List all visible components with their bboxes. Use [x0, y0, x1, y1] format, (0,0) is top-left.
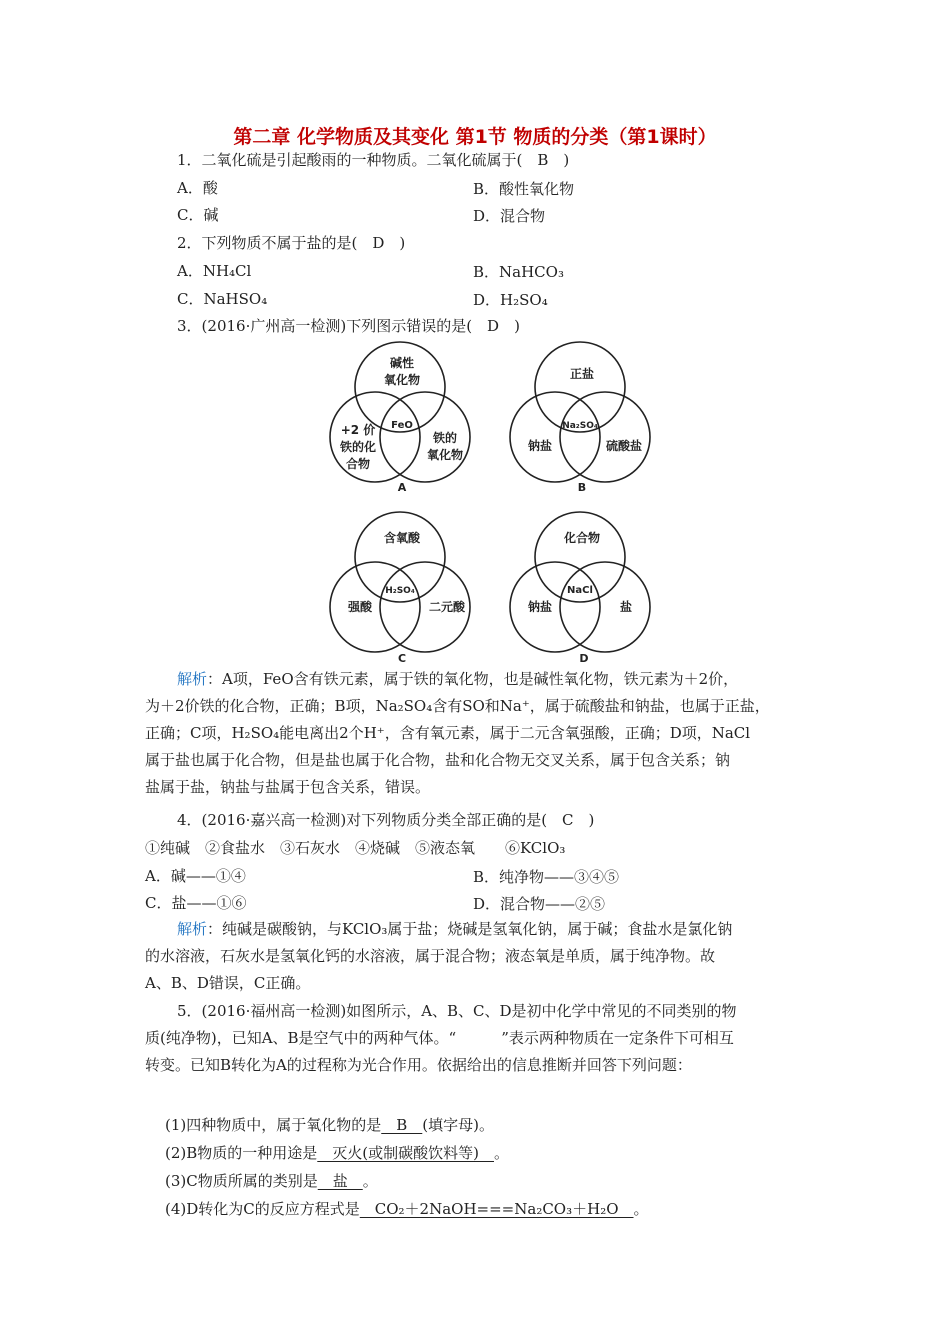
venn-c-left: 强酸: [347, 600, 373, 614]
q4-option-b: B．纯净物——③④⑤: [473, 868, 620, 886]
q2-option-a: A．NH₄Cl: [177, 262, 252, 280]
q4-option-d: D．混合物——②⑤: [473, 895, 606, 913]
venn-a-right-2: 氧化物: [426, 448, 464, 462]
venn-diagrams: [320, 340, 660, 670]
q5-sub-2: (2)B物质的一种用途是 灭火(或制碳酸饮料等) 。: [165, 1144, 510, 1162]
venn-b-letter: B: [577, 481, 587, 494]
venn-a-left-1: +2 价: [340, 423, 376, 437]
venn-a-top-2: 氧化物: [383, 373, 421, 387]
q5-sub-1: (1)四种物质中，属于氧化物的是 B (填字母)。: [165, 1116, 494, 1134]
venn-a-left-3: 合物: [345, 457, 371, 471]
venn-c-right: 二元酸: [428, 600, 466, 614]
q1-option-b: B．酸性氧化物: [473, 180, 575, 198]
q1-option-d: D．混合物: [473, 207, 546, 225]
q1-option-c: C．碱: [177, 206, 219, 224]
q4-stem: 4．(2016·嘉兴高一检测)对下列物质分类全部正确的是( C ): [177, 811, 595, 829]
q4-items: ①纯碱 ②食盐水 ③石灰水 ④烧碱 ⑤液态氧 ⑥KClO₃: [145, 839, 566, 857]
q5-stem: 5．(2016·福州高一检测)如图所示，A、B、C、D是初中化学中常见的不同类别的物 质(纯净物)，已知A、B是空气中的两种气体。“ ”表示两种物质在一定条件下可相互 转变。已知B转化为A的过程称为光合作用。依据给出的信息推断并回答下列问题：: [145, 1002, 737, 1074]
venn-b-right: 硫酸盐: [605, 439, 643, 453]
venn-b-center: Na₂SO₄: [562, 421, 598, 431]
q1-stem: 1．二氧化硫是引起酸雨的一种物质。二氧化硫属于( B ): [177, 151, 570, 169]
q5-answer-1: B: [381, 1116, 423, 1134]
q3-analysis: 解析：A项，FeO含有铁元素，属于铁的氧化物，也是碱性氧化物，铁元素为＋2价， 为＋2价铁的化合物，正确；B项，Na₂SO₄含有SO和Na⁺，属于硫酸盐和钠盐，也属于正盐， 正确；C项，H₂SO₄能电离出2个H⁺，含有氧元素，属于二元含氧强酸，正确；D项，NaCl 属于盐也属于化合物，但是盐也属于化合物，盐和化合物无交叉关系，属于包含关系；钠 盐属于盐，钠盐与盐属于包含关系，错误。: [145, 670, 770, 796]
venn-d-top: 化合物: [563, 531, 601, 545]
q4-option-a: A．碱——①④: [145, 867, 246, 885]
q4-option-c: C．盐——①⑥: [145, 894, 247, 912]
q3-stem: 3．(2016·广州高一检测)下列图示错误的是( D ): [177, 317, 520, 335]
q2-option-d: D．H₂SO₄: [473, 291, 548, 309]
q4-analysis-label: 解析: [177, 920, 208, 938]
venn-a-right-1: 铁的: [432, 431, 458, 445]
q5-answer-3: 盐: [317, 1172, 363, 1190]
q5-sub-3: (3)C物质所属的类别是 盐 。: [165, 1172, 378, 1190]
venn-c-center: H₂SO₄: [385, 586, 415, 596]
venn-d-right: 盐: [619, 600, 633, 614]
venn-c-top: 含氧酸: [383, 531, 421, 545]
venn-d-left: 钠盐: [527, 600, 553, 614]
venn-d-letter: D: [579, 652, 589, 665]
venn-b-left: 钠盐: [527, 439, 553, 453]
page-title: 第二章 化学物质及其变化 第1节 物质的分类（第1课时）: [233, 126, 717, 148]
venn-a-center: FeO: [391, 420, 413, 431]
q4-analysis: 解析：纯碱是碳酸钠，与KClO₃属于盐；烧碱是氢氧化钠，属于碱；食盐水是氯化钠 的水溶液，石灰水是氢氧化钙的水溶液，属于混合物；液态氧是单质，属于纯净物。故 A、B、D错误，C正确。: [145, 920, 733, 992]
q2-option-c: C．NaHSO₄: [177, 290, 268, 308]
q3-analysis-label: 解析: [177, 670, 208, 688]
q5-sub-4: (4)D转化为C的反应方程式是 CO₂＋2NaOH===Na₂CO₃＋H₂O 。: [165, 1200, 649, 1218]
venn-a-left-2: 铁的化: [339, 440, 377, 454]
venn-c-letter: C: [397, 652, 407, 665]
q5-answer-2: 灭火(或制碳酸饮料等): [317, 1144, 494, 1162]
q2-stem: 2．下列物质不属于盐的是( D ): [177, 234, 406, 252]
q5-answer-4: CO₂＋2NaOH===Na₂CO₃＋H₂O: [359, 1200, 634, 1218]
venn-d-center: NaCl: [567, 585, 593, 596]
venn-a-letter: A: [397, 481, 407, 494]
q2-option-b: B．NaHCO₃: [473, 263, 564, 281]
q1-option-a: A．酸: [177, 179, 218, 197]
venn-b-top: 正盐: [569, 367, 595, 381]
venn-a-top-1: 碱性: [389, 356, 415, 370]
